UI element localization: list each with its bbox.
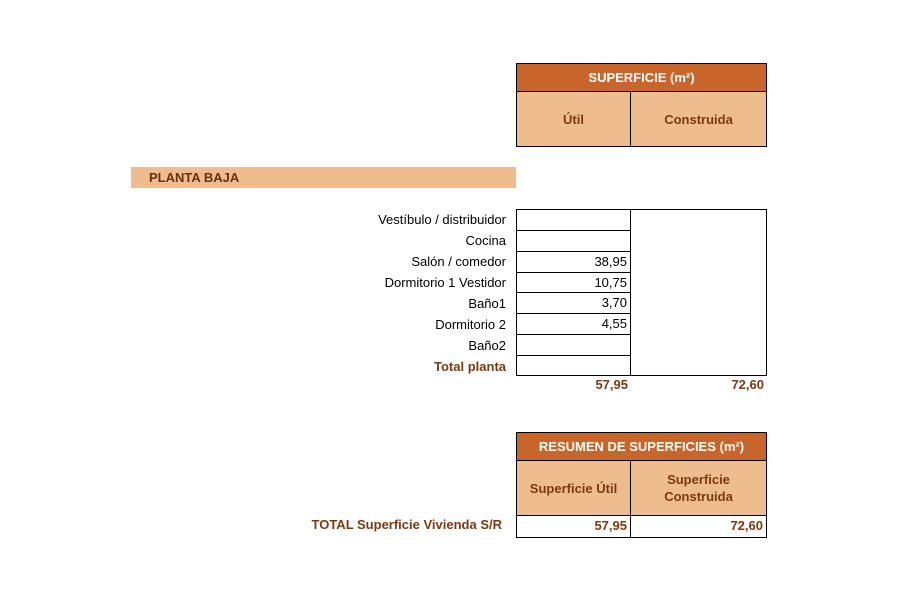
room-label-dormitorio-1: Dormitorio 1 Vestidor — [384, 275, 506, 290]
resumen-util-header — [516, 460, 631, 516]
util-cell-cocina — [516, 230, 631, 252]
resumen-construida-header — [630, 460, 767, 516]
room-label-dormitorio-2: Dormitorio 2 — [435, 317, 506, 332]
util-value-salon: 38,95 — [594, 254, 627, 269]
resumen-util-cell — [516, 515, 631, 538]
section-title: PLANTA BAJA — [149, 170, 240, 185]
superficie-header — [516, 63, 767, 92]
superficie-title: SUPERFICIE (m²) — [588, 70, 695, 85]
room-label-vestibulo: Vestíbulo / distribuidor — [378, 212, 506, 227]
construida-cell — [630, 209, 767, 376]
util-value-dormitorio-1: 10,75 — [594, 275, 627, 290]
resumen-header — [516, 432, 767, 461]
util-cell-dormitorio-1 — [516, 272, 631, 293]
resumen-construida-value: 72,60 — [730, 518, 763, 533]
util-cell-bano1 — [516, 292, 631, 314]
section-bar-planta-baja — [131, 167, 516, 188]
resumen-title: RESUMEN DE SUPERFICIES (m²) — [538, 439, 745, 454]
util-cell-vestibulo — [516, 209, 631, 231]
room-label-bano1: Baño1 — [468, 296, 506, 311]
util-cell-salon — [516, 251, 631, 273]
resumen-util-value: 57,95 — [594, 518, 627, 533]
room-label-salon: Salón / comedor — [411, 254, 506, 269]
construida-column-header — [630, 91, 767, 147]
room-label-bano2: Baño2 — [468, 338, 506, 353]
resumen-construida-label: Superficie Construida — [664, 472, 733, 504]
resumen-construida-cell — [630, 515, 767, 538]
total-construida-value: 72,60 — [731, 377, 764, 392]
util-header-label: Útil — [563, 111, 584, 127]
util-value-dormitorio-2: 4,55 — [601, 316, 627, 331]
util-column-header — [516, 91, 631, 147]
room-labels — [200, 209, 506, 377]
total-util-value: 57,95 — [595, 377, 628, 392]
resumen-util-label: Superficie Útil — [529, 480, 618, 496]
room-label-cocina: Cocina — [465, 233, 506, 248]
util-cell-bano2 — [516, 334, 631, 356]
util-value-bano1: 3,70 — [601, 295, 627, 310]
construida-header-label: Construida — [664, 111, 733, 127]
util-cell-total-planta — [516, 355, 631, 376]
util-cell-dormitorio-2 — [516, 313, 631, 335]
room-label-total-planta: Total planta — [434, 359, 506, 374]
resumen-row-label: TOTAL Superficie Vivienda S/R — [311, 517, 502, 532]
